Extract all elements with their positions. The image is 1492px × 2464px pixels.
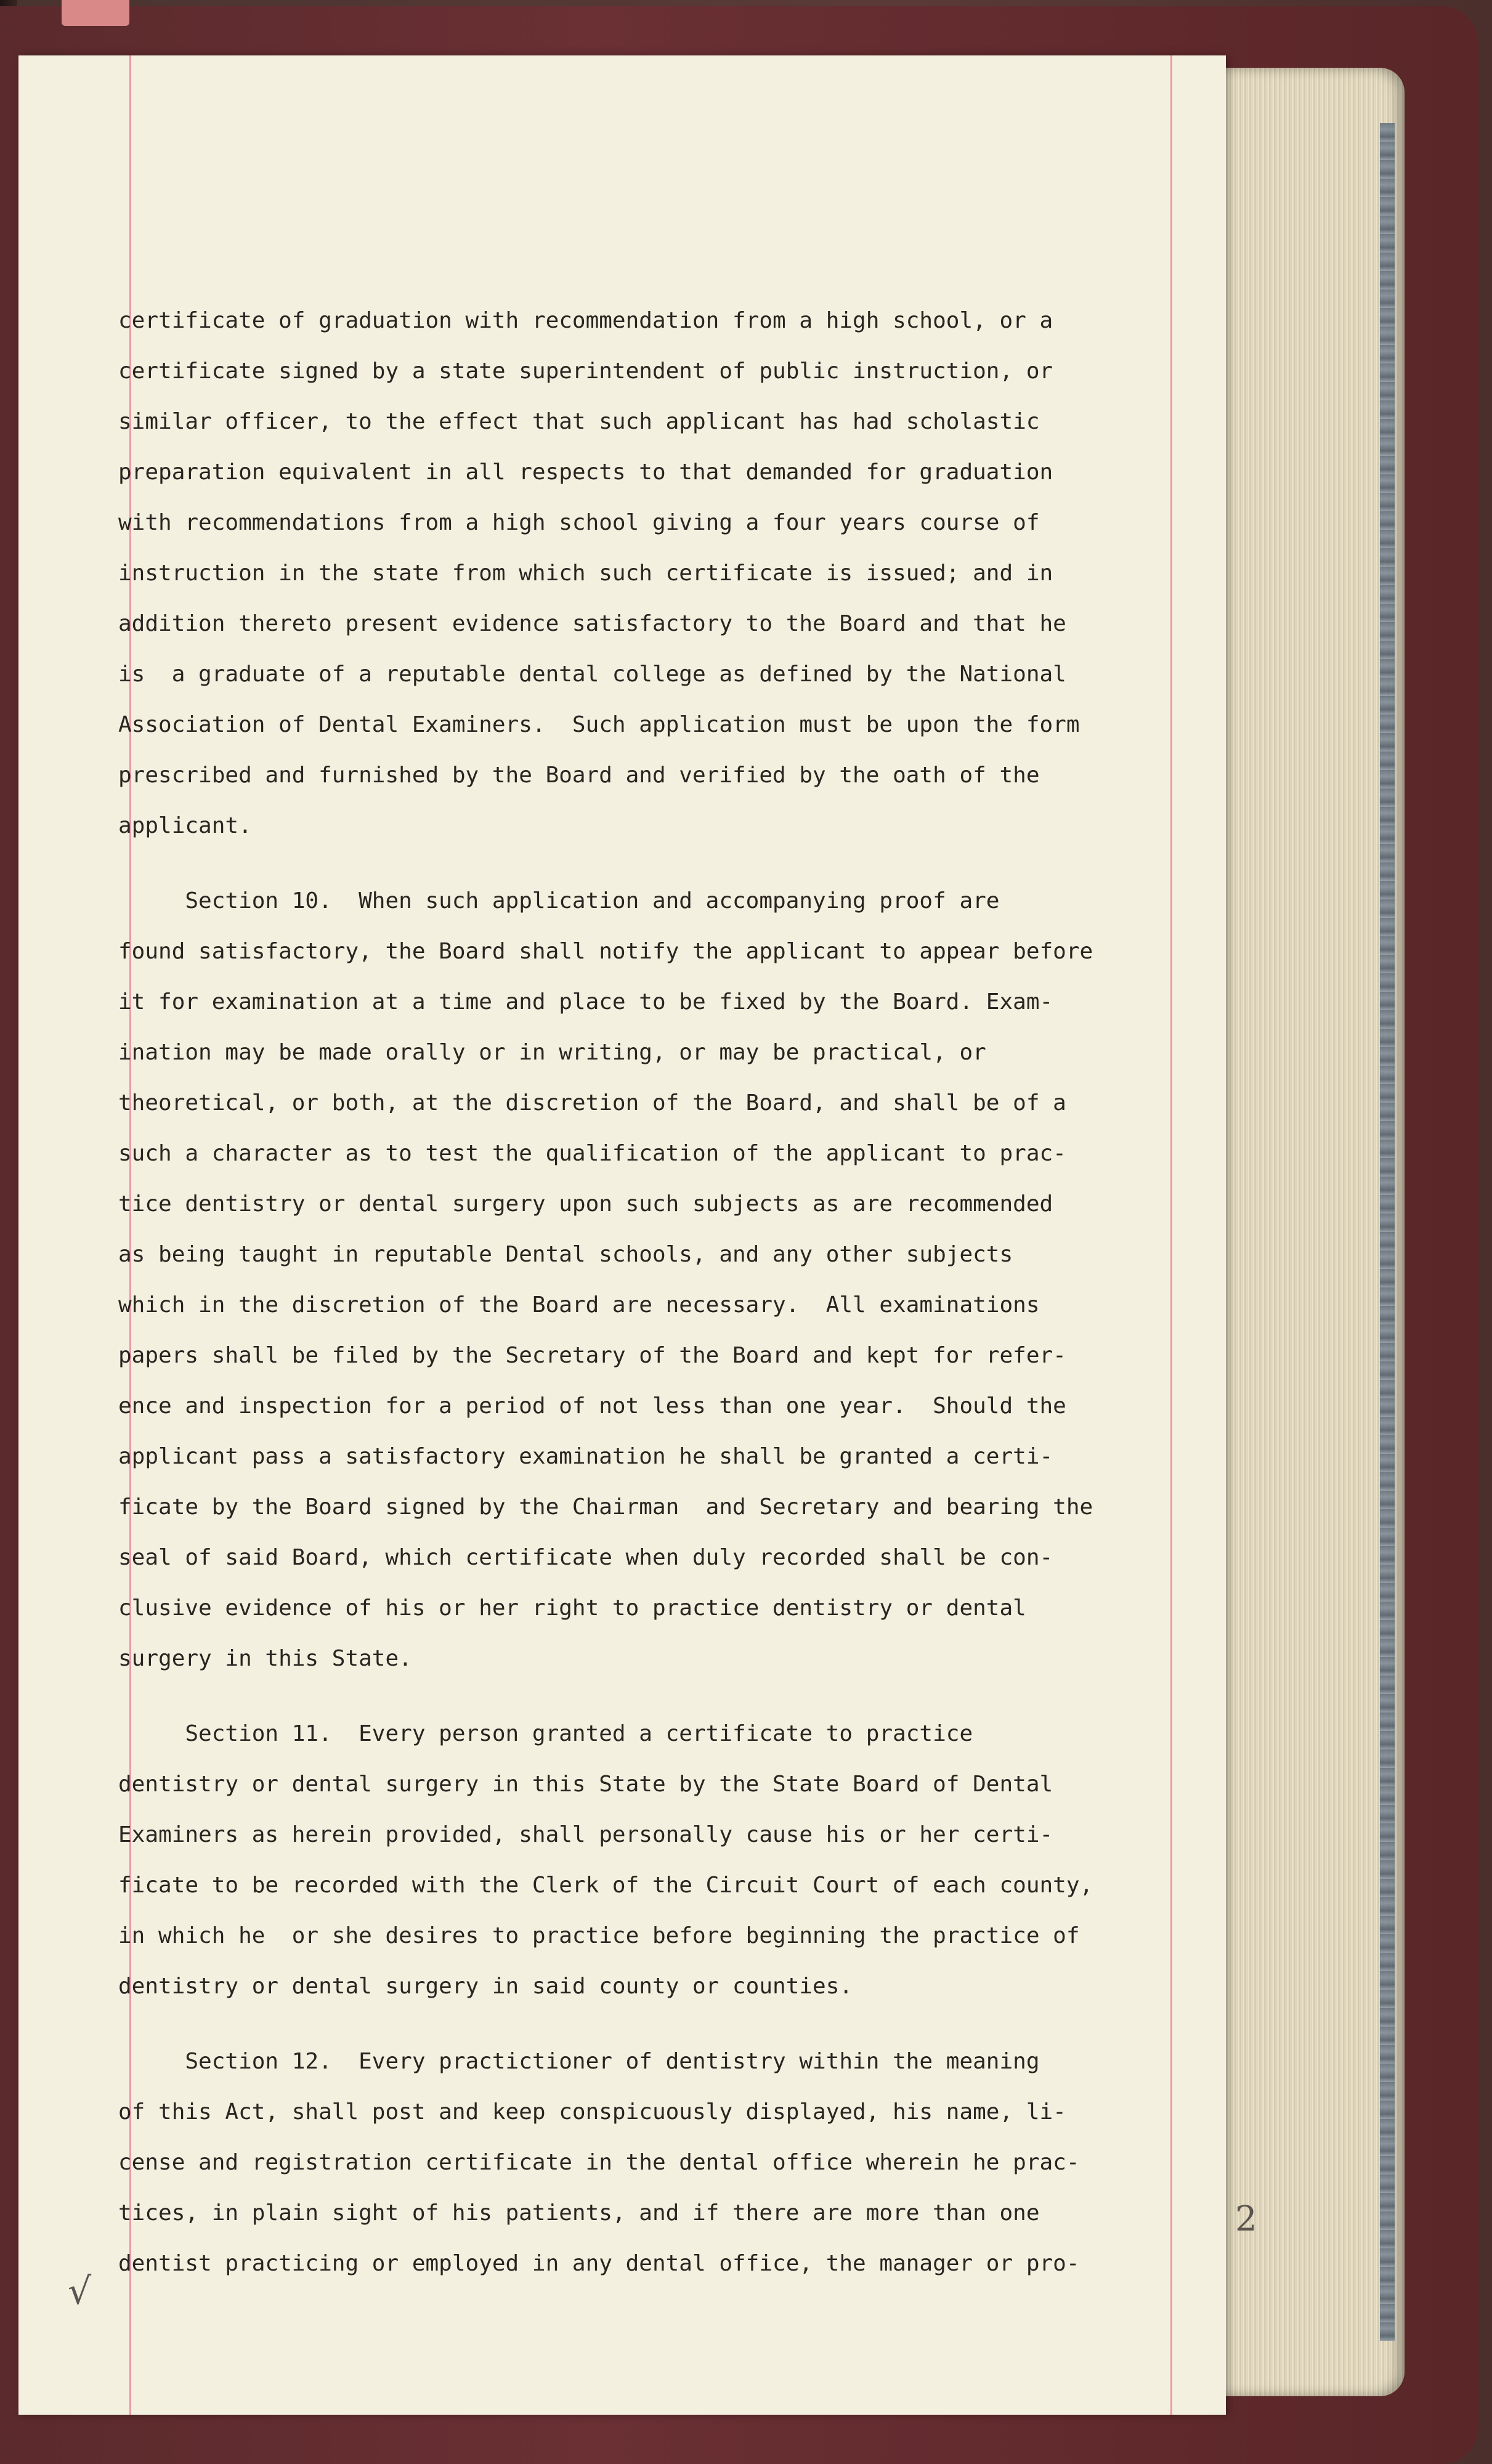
paragraph-gap	[118, 1684, 1202, 1709]
text-line: ence and inspection for a period of not less than one year. Should the	[118, 1393, 1066, 1419]
text-line: which in the discretion of the Board are necessary. All examinations	[118, 1292, 1040, 1318]
text-line: dentistry or dental surgery in said county or counties.	[118, 1974, 853, 1999]
text-line: tice dentistry or dental surgery upon such subjects as are recommended	[118, 1191, 1053, 1217]
text-line: applicant pass a satisfactory examination he shall be granted a certi-	[118, 1444, 1053, 1469]
text-line: seal of said Board, which certificate when duly recorded shall be con-	[118, 1545, 1053, 1570]
typed-text-block	[118, 296, 1202, 2289]
text-line: theoretical, or both, at the discretion of the Board, and shall be of a	[118, 1090, 1066, 1116]
text-line: ficate by the Board signed by the Chairman and Secretary and bearing the	[118, 1494, 1093, 1520]
text-line: cense and registration certificate in the dental office wherein he prac-	[118, 2150, 1080, 2175]
text-line: Section 12. Every practictioner of dentistry within the meaning	[118, 2049, 1040, 2074]
text-line: Examiners as herein provided, shall personally cause his or her certi-	[118, 1822, 1053, 1847]
text-line: Association of Dental Examiners. Such application must be upon the form	[118, 712, 1080, 737]
text-line: prescribed and furnished by the Board and verified by the oath of the	[118, 763, 1040, 788]
text-line: certificate signed by a state superintendent of public instruction, or	[118, 359, 1053, 384]
text-line: it for examination at a time and place to be fixed by the Board. Exam-	[118, 989, 1053, 1015]
text-line: Section 10. When such application and accompanying proof are	[118, 888, 1000, 914]
text-line: tices, in plain sight of his patients, and if there are more than one	[118, 2200, 1040, 2226]
marbled-edge	[1380, 123, 1395, 2341]
text-line: papers shall be filed by the Secretary of the Board and kept for refer-	[118, 1343, 1066, 1368]
text-line: of this Act, shall post and keep conspicuously displayed, his name, li-	[118, 2099, 1066, 2125]
text-line: instruction in the state from which such certificate is issued; and in	[118, 561, 1053, 586]
text-line: addition thereto present evidence satisfactory to the Board and that he	[118, 611, 1066, 636]
text-line: clusive evidence of his or her right to practice dentistry or dental	[118, 1595, 1026, 1621]
text-line: ficate to be recorded with the Clerk of the Circuit Court of each county,	[118, 1873, 1093, 1898]
paragraph-gap	[118, 2012, 1202, 2036]
text-line: similar officer, to the effect that such applicant has had scholastic	[118, 409, 1040, 434]
text-line: dentist practicing or employed in any dental office, the manager or pro-	[118, 2251, 1080, 2276]
text-line: as being taught in reputable Dental schools, and any other subjects	[118, 1242, 1013, 1267]
text-line: is a graduate of a reputable dental college as defined by the National	[118, 662, 1066, 687]
text-line: in which he or she desires to practice before beginning the practice of	[118, 1923, 1080, 1948]
text-line: with recommendations from a high school giving a four years course of	[118, 510, 1040, 535]
index-tab	[62, 0, 129, 26]
margin-check-mark: √	[68, 2270, 92, 2313]
text-line: found satisfactory, the Board shall notify the applicant to appear before	[118, 939, 1093, 964]
page-edges	[1207, 68, 1405, 2396]
text-line: such a character as to test the qualification of the applicant to prac-	[118, 1141, 1066, 1166]
text-line: surgery in this State.	[118, 1646, 412, 1671]
text-line: Section 11. Every person granted a certificate to practice	[118, 1721, 973, 1746]
text-line: dentistry or dental surgery in this State by the State Board of Dental	[118, 1772, 1053, 1797]
text-line: certificate of graduation with recommendation from a high school, or a	[118, 308, 1053, 333]
margin-page-mark: 2	[1235, 2199, 1257, 2239]
text-line: applicant.	[118, 813, 252, 838]
text-line: ination may be made orally or in writing, or may be practical, or	[118, 1040, 986, 1065]
paragraph-gap	[118, 851, 1202, 876]
text-line: preparation equivalent in all respects to that demanded for graduation	[118, 460, 1053, 485]
ledger-page	[18, 55, 1257, 2415]
